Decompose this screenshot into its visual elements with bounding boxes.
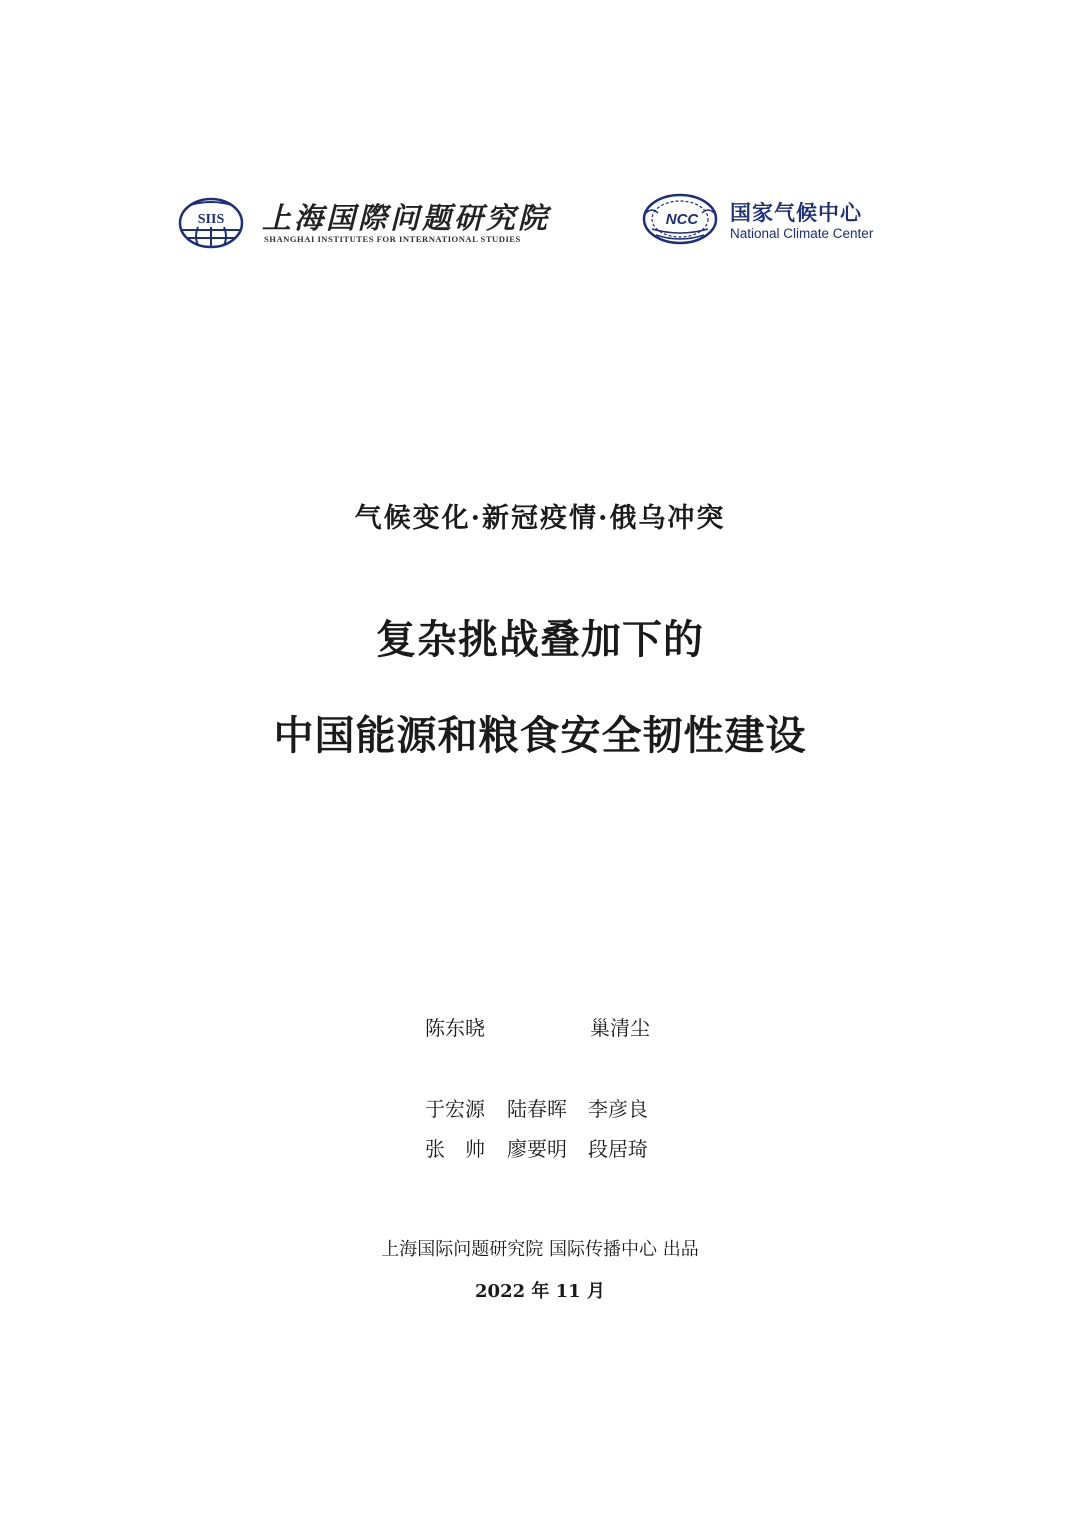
contributor: 张帅 <box>425 1137 505 1161</box>
cover-title-line-2: 中国能源和粮食安全韧性建设 <box>273 712 807 759</box>
contributor: 廖要明 <box>507 1137 567 1161</box>
siis-globe-icon <box>178 197 244 249</box>
ncc-name-cn: 国家气候中心 <box>730 201 862 225</box>
ncc-logo <box>642 193 902 253</box>
contributor: 于宏源 <box>425 1097 485 1121</box>
siis-logo <box>178 194 551 254</box>
cover-subtitle: 气候变化·新冠疫情·俄乌冲突 <box>354 503 726 534</box>
ncc-name-en: National Climate Center <box>730 226 874 241</box>
siis-name-cn: 上海国際问题研究院 <box>262 201 551 235</box>
contributor: 陆春晖 <box>507 1097 567 1121</box>
publisher-line: 上海国际问题研究院 国际传播中心 出品 <box>381 1239 699 1260</box>
lead-author-1: 陈东晓 <box>425 1016 485 1040</box>
contributor: 段居琦 <box>588 1137 648 1161</box>
contributor: 李彦良 <box>588 1097 648 1121</box>
ncc-globe-icon <box>642 193 718 245</box>
cover-title-line-1: 复杂挑战叠加下的 <box>376 616 704 663</box>
lead-author-2: 巢清尘 <box>590 1016 650 1040</box>
siis-emblem-text: SIIS <box>197 212 225 227</box>
ncc-emblem-text: NCC <box>665 211 699 228</box>
siis-name-en: SHANGHAI INSTITUTES FOR INTERNATIONAL STUDIES <box>264 234 521 244</box>
publication-date: 2022 年 11 月 <box>475 1281 605 1302</box>
